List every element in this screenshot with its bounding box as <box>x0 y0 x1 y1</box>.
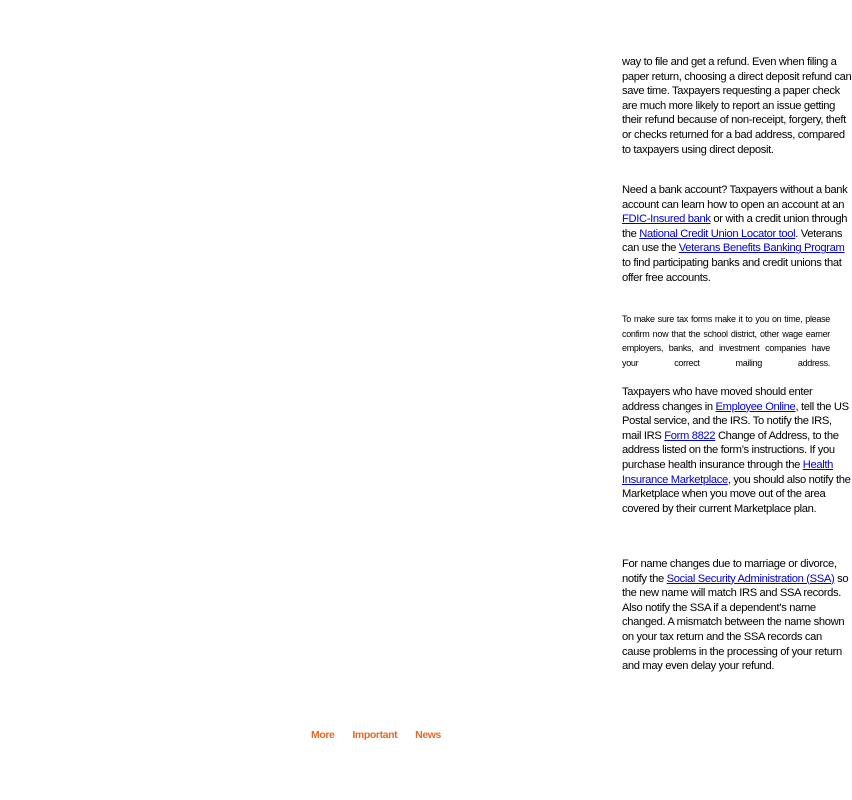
paragraph-text: . Veterans can use the <box>622 227 843 255</box>
heading-word: More <box>311 729 335 741</box>
paragraph-text: For name changes due to marriage or divorce, notify the <box>622 558 837 585</box>
paragraph-bank-account <box>622 183 852 285</box>
paragraph-text: so the new name will match IRS and SSA records. Also notify the SSA if a dependent’s name changed. A mismatch between the name shown on your tax return and the SSA records can cause problems in the processing of your return and may even delay your refund. <box>622 572 849 673</box>
health-insurance-marketplace-link[interactable]: Health Insurance Marketplace <box>622 458 833 486</box>
paragraph-text: Change of Address, to the address listed on the form’s instructions. If you purchase health insurance through the <box>622 429 839 471</box>
heading-word: Important <box>352 729 398 741</box>
heading-word: News <box>415 729 441 741</box>
credit-union-locator-link[interactable]: National Credit Union Locator tool <box>639 227 796 240</box>
paragraph-text: or with a credit union through the <box>622 213 848 240</box>
employee-online-link[interactable]: Employee Online <box>715 400 796 413</box>
ssa-link[interactable]: Social Security Administration (SSA) <box>666 572 835 585</box>
paragraph-mailing-address-notice <box>622 312 830 370</box>
paragraph-text: Taxpayers who have moved should enter address changes in <box>622 386 813 413</box>
paragraph-text: Need a bank account? Taxpayers without a bank account can learn how to open an account at an <box>622 184 848 211</box>
fdic-insured-bank-link[interactable]: FDIC-Insured bank <box>622 213 711 226</box>
paragraph-text: , tell the US Postal service, and the IRS. To notify the IRS, mail IRS <box>622 400 849 442</box>
paragraph-name-changes <box>622 557 852 674</box>
paragraph-address-change <box>622 385 852 516</box>
veterans-banking-program-link[interactable]: Veterans Benefits Banking Program <box>678 242 845 255</box>
paragraph-text: , you should also notify the Marketplace when you move out of the area covered by their current Marketplace plan. <box>622 473 851 515</box>
paragraph-text: way to file and get a refund. Even when filing a paper return, choosing a direct deposit refund can save time. Taxpayers requesting a paper check are much more likely to report an issue getting their refund because of non-receipt, forgery, theft or checks returned for a bad address, compared to taxpayers using direct deposit. <box>622 56 852 156</box>
paragraph-direct-deposit <box>622 55 852 157</box>
more-important-news-heading <box>311 729 441 741</box>
paragraph-text: To make sure tax forms make it to you on time, please confirm now that the school district, other wage earner employers, banks, and investment companies have your correct mailing address. <box>622 314 830 368</box>
form-8822-link[interactable]: Form 8822 <box>664 429 716 442</box>
paragraph-text: to find participating banks and credit unions that offer free accounts. <box>622 256 842 284</box>
